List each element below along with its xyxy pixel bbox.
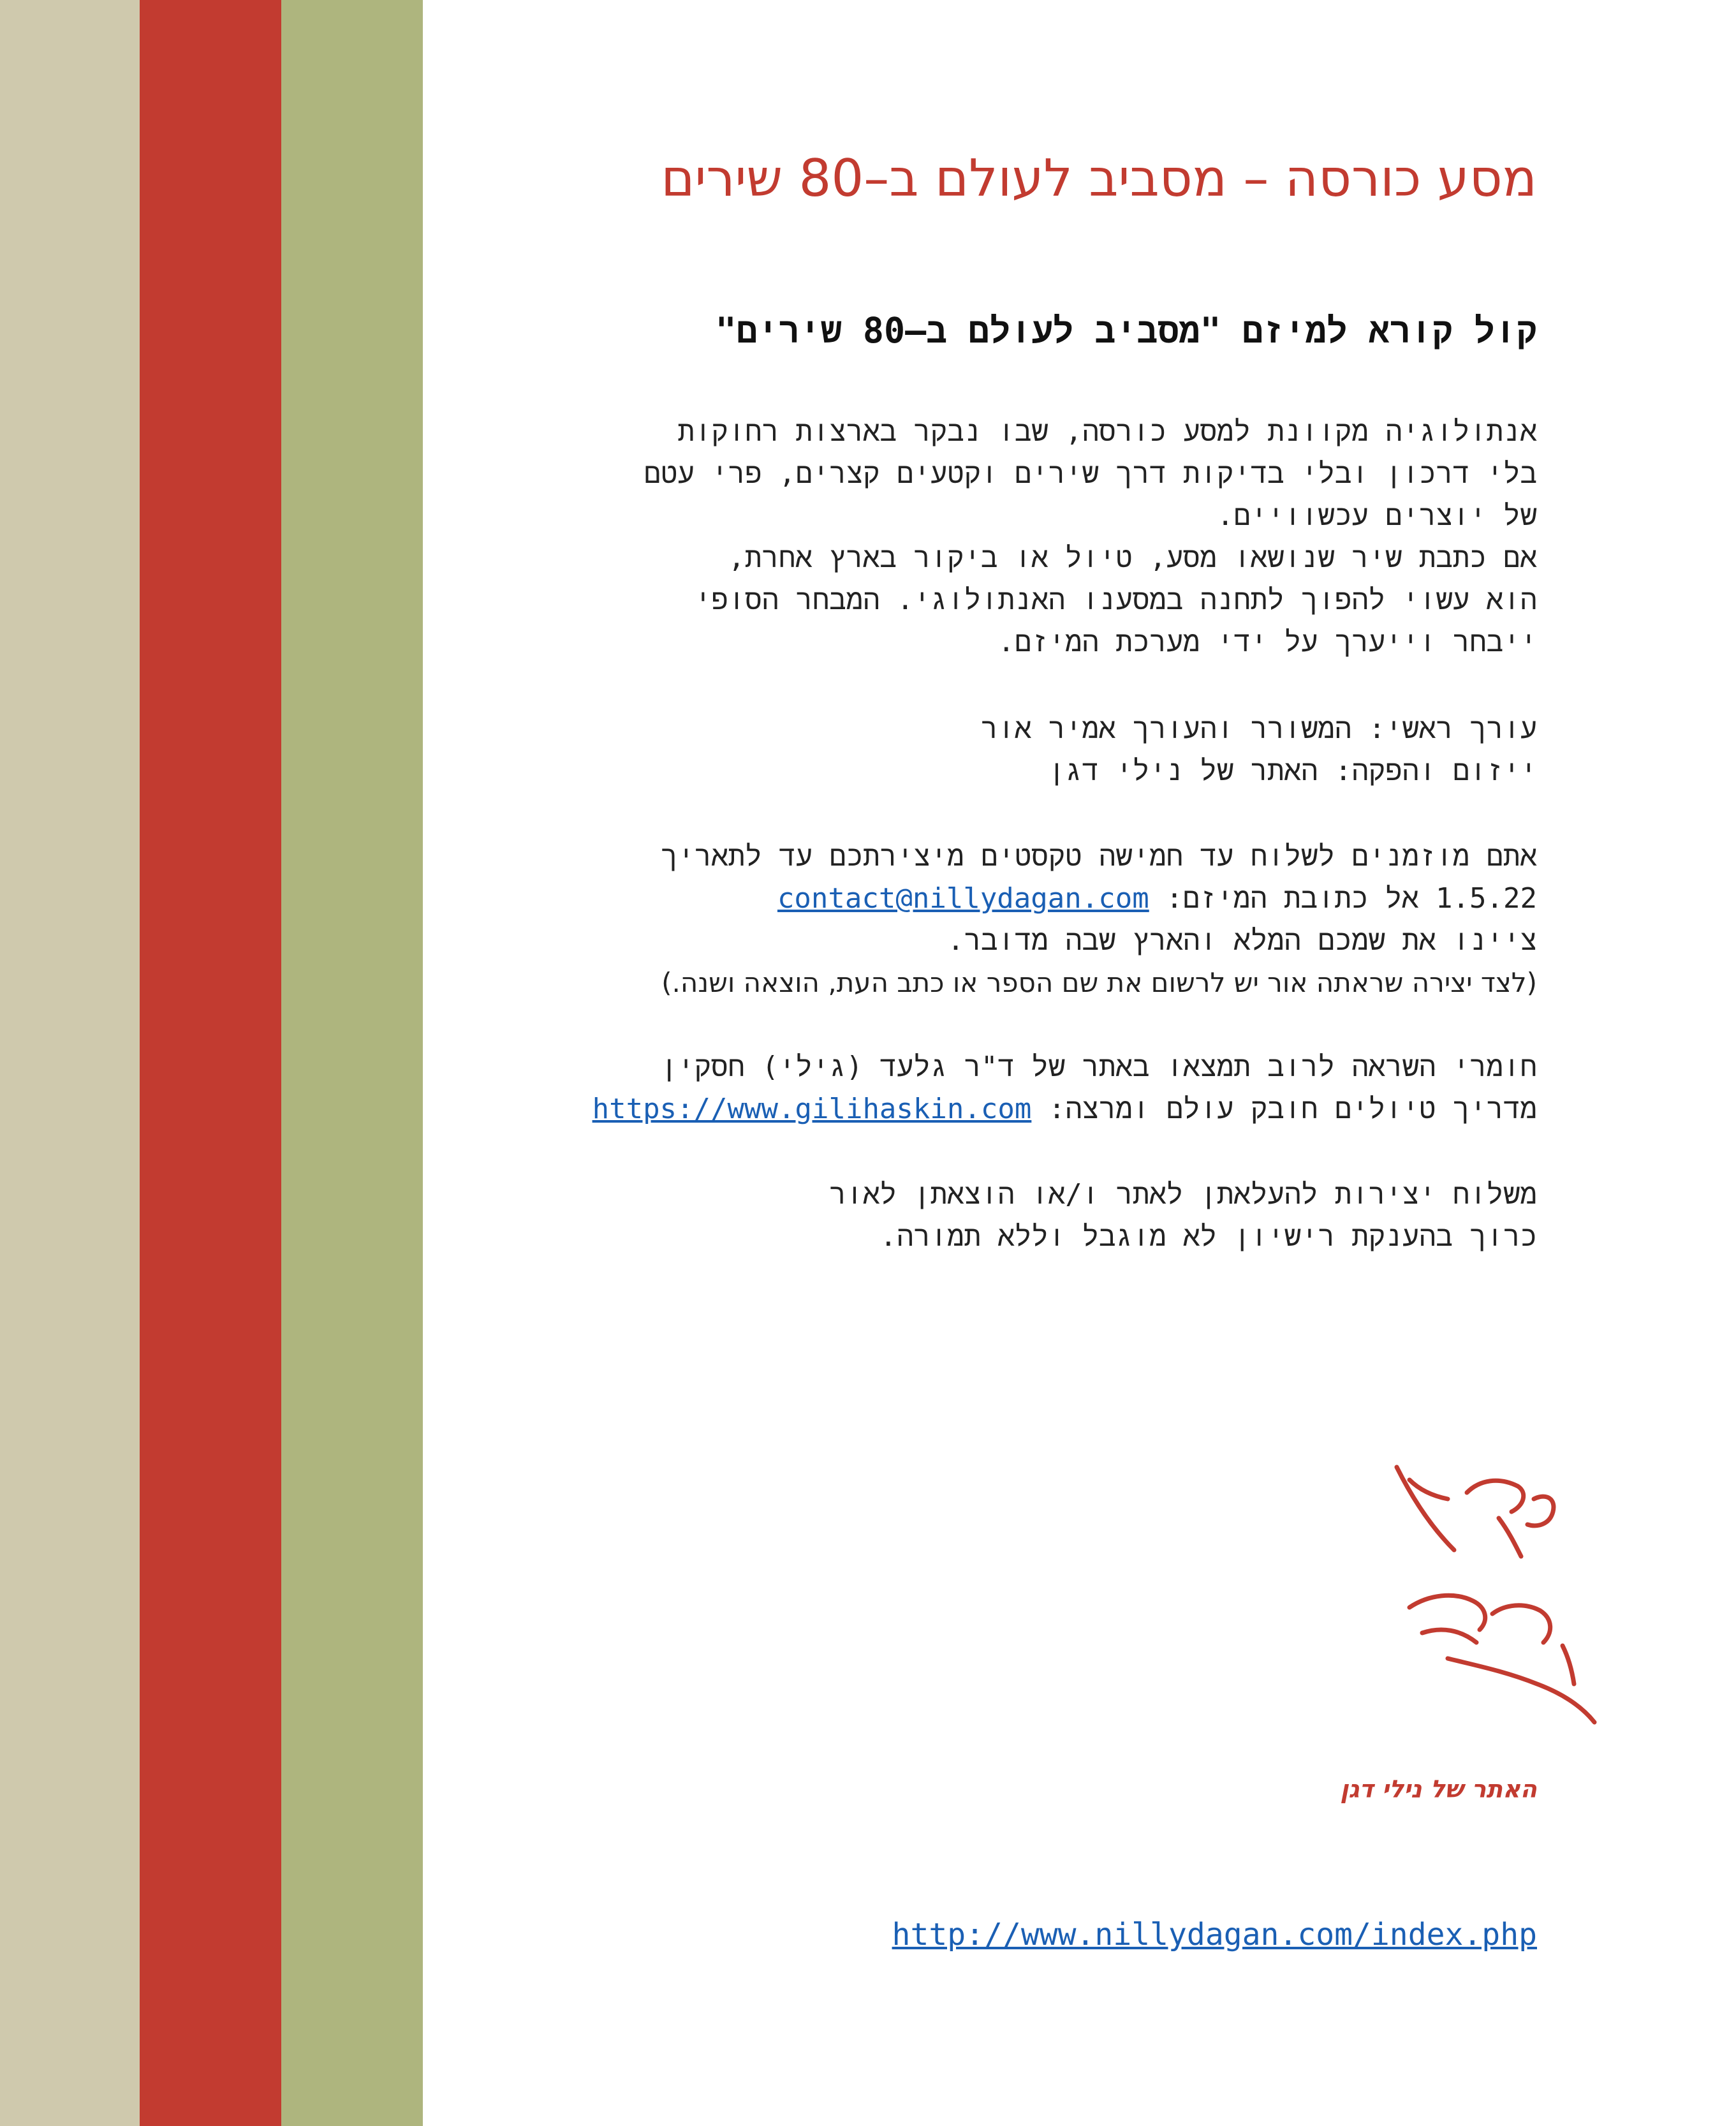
submission-email-line — [453, 878, 1537, 920]
rights-line: משלוח יצירות להעלאתן לאתר ו/או הוצאתן לאור — [829, 1178, 1537, 1211]
chief-editor-line: עורך ראשי: המשורר והעורך אמיר אור — [981, 712, 1537, 745]
editors-paragraph — [453, 708, 1537, 792]
intro-paragraph — [453, 411, 1537, 663]
intro-line: ייבחר וייערך על ידי מערכת המיזם. — [997, 626, 1537, 658]
gilihaskin-link[interactable]: https://www.gilihaskin.com — [592, 1093, 1032, 1125]
signature-caption: האתר של נילי דגן — [1340, 1775, 1537, 1803]
footer-site-link[interactable]: http://www.nillydagan.com/index.php — [892, 1917, 1537, 1953]
rights-paragraph — [453, 1174, 1537, 1258]
guide-description-text: מדריך טיולים חובק עולם ומרצה: — [1048, 1093, 1537, 1125]
handwritten-signature — [1371, 1454, 1614, 1735]
decorative-stripe-green — [281, 0, 423, 2126]
intro-line: בלי דרכון ובלי בדיקות דרך שירים וקטעים קצרים, פרי עטם — [644, 457, 1537, 490]
submission-deadline-text: 1.5.22 אל כתובת המיזם: — [1166, 882, 1537, 915]
page-title: מסע כורסה – מסביב לעולם ב–80 שירים — [661, 149, 1537, 208]
intro-line: אנתולוגיה מקוונת למסע כורסה, שבו נבקר בארצות רחוקות — [677, 415, 1537, 448]
inspiration-link-line — [453, 1088, 1537, 1130]
submission-note-line: (לצד יצירה שראתה אור יש לרשום את שם הספר או כתב העת, הוצאה ושנה.) — [661, 967, 1537, 998]
contact-email-link[interactable]: contact@nillydagan.com — [777, 882, 1149, 915]
footer-url-line — [772, 1914, 1537, 1956]
rights-line: כרוך בהענקת רישיון לא מוגבל וללא תמורה. — [879, 1220, 1537, 1253]
inspiration-paragraph — [453, 1046, 1537, 1130]
intro-line: הוא עשוי להפוך לתחנה במסענו האנתולוגי. המבחר הסופי — [695, 584, 1537, 616]
call-for-submissions-subtitle: קול קורא למיזם "מסביב לעולם ב–80 שירים" — [715, 310, 1537, 351]
intro-line: אם כתבת שיר שנושאו מסע, טיול או ביקור בארץ אחרת, — [728, 542, 1537, 574]
submission-line: ציינו את שמכם המלא והארץ שבה מדובר. — [947, 924, 1537, 957]
submission-line: אתם מוזמנים לשלוח עד חמישה טקסטים מיצירתכם עד לתאריך — [661, 840, 1537, 873]
decorative-stripe-red — [140, 0, 281, 2126]
intro-line: של יוצרים עכשוויים. — [1217, 499, 1537, 532]
decorative-stripe-beige — [0, 0, 140, 2126]
inspiration-line: חומרי השראה לרוב תמצאו באתר של ד"ר גלעד (גילי) חסקין — [660, 1051, 1537, 1083]
production-line: ייזום והפקה: האתר של נילי דגן — [1048, 755, 1537, 787]
submission-paragraph — [453, 836, 1537, 1004]
